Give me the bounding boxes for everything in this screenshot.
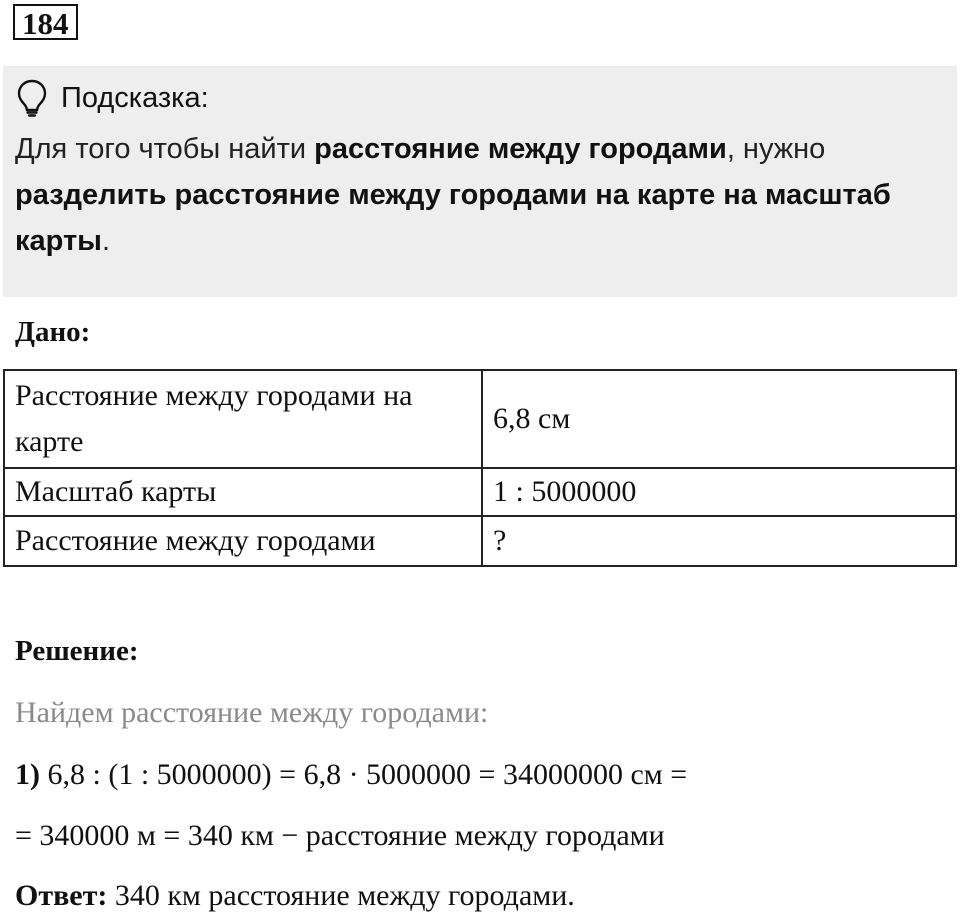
hint-text-part: . <box>101 225 111 257</box>
hint-text-bold: расстояние между городами <box>314 133 727 165</box>
hint-title: Подсказка: <box>61 82 209 114</box>
step-number: 1) <box>15 758 40 791</box>
table-row <box>4 516 956 566</box>
solution-label: Решение: <box>15 635 139 667</box>
solution-step-1-continued: = 340000 м = 340 км − расстояние между городами <box>15 819 665 852</box>
table-cell-name: Масштаб карты <box>4 468 482 516</box>
table-row <box>4 370 956 468</box>
hint-text-part: Для того чтобы найти <box>15 133 315 165</box>
hint-header <box>17 78 209 118</box>
solution-step-1 <box>15 755 687 795</box>
solution-intro: Найдем расстояние между городами: <box>15 696 489 729</box>
lightbulb-icon <box>17 79 47 117</box>
table-cell-value: 1 : 5000000 <box>482 468 956 516</box>
answer <box>15 876 575 916</box>
hint-text-bold: разделить расстояние между городами на карте на масштаб карты <box>15 179 891 257</box>
hint-text <box>15 126 945 264</box>
given-label: Дано: <box>15 316 91 348</box>
hint-text-part: , нужно <box>726 133 826 165</box>
answer-label: Ответ: <box>15 879 108 912</box>
step-text: 6,8 : (1 : 5000000) = 6,8 · 5000000 = 34000000 см = <box>40 758 688 791</box>
problem-number: 184 <box>13 4 78 40</box>
hint-box <box>3 66 957 297</box>
table-row <box>4 468 956 516</box>
table-cell-name: Расстояние между городами на карте <box>4 370 482 468</box>
table-cell-name: Расстояние между городами <box>4 516 482 566</box>
table-cell-value: 6,8 см <box>482 370 956 468</box>
given-table <box>3 369 957 567</box>
answer-text: 340 км расстояние между городами. <box>107 879 575 912</box>
table-cell-value: ? <box>482 516 956 566</box>
